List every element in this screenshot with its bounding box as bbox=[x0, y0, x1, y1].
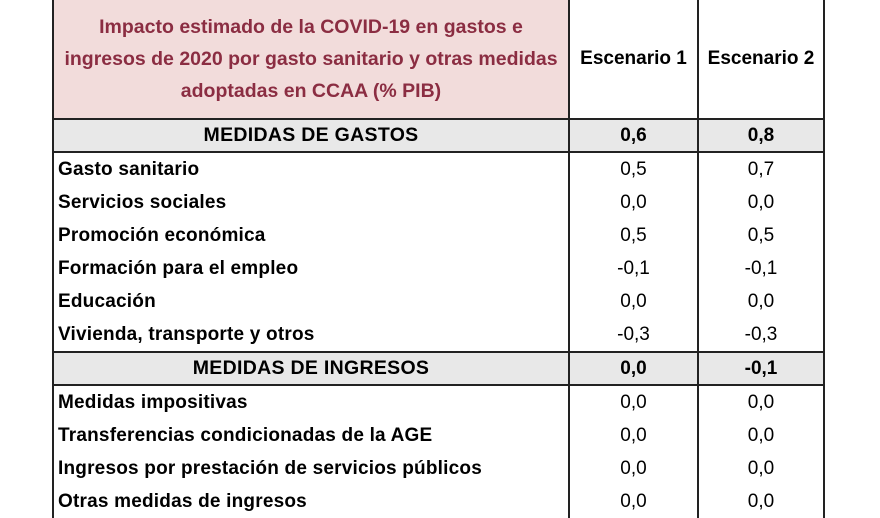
scenario-1-value: 0,0 bbox=[569, 385, 698, 419]
scenario-2-value: 0,7 bbox=[698, 152, 824, 186]
section-scenario-2-value: -0,1 bbox=[698, 352, 824, 385]
scenario-1-value: 0,0 bbox=[569, 419, 698, 452]
scenario-1-value: -0,3 bbox=[569, 318, 698, 352]
table-row bbox=[53, 219, 824, 252]
table-row bbox=[53, 285, 824, 318]
table-row bbox=[53, 252, 824, 285]
section-scenario-1-value: 0,0 bbox=[569, 352, 698, 385]
row-label: Gasto sanitario bbox=[53, 152, 569, 186]
section-scenario-2-value: 0,8 bbox=[698, 119, 824, 152]
table-row bbox=[53, 186, 824, 219]
scenario-1-value: 0,0 bbox=[569, 285, 698, 318]
row-label: Educación bbox=[53, 285, 569, 318]
table-body bbox=[53, 0, 824, 518]
table-row bbox=[53, 152, 824, 186]
section-label: MEDIDAS DE INGRESOS bbox=[53, 352, 569, 385]
row-label: Vivienda, transporte y otros bbox=[53, 318, 569, 352]
table-row bbox=[53, 452, 824, 485]
row-label: Servicios sociales bbox=[53, 186, 569, 219]
scenario-2-value: 0,0 bbox=[698, 285, 824, 318]
table-row bbox=[53, 385, 824, 419]
scenario-2-value: -0,3 bbox=[698, 318, 824, 352]
scenario-1-header: Escenario 1 bbox=[569, 0, 698, 119]
table-row bbox=[53, 318, 824, 352]
scenario-1-value: 0,0 bbox=[569, 452, 698, 485]
section-label: MEDIDAS DE GASTOS bbox=[53, 119, 569, 152]
row-label: Promoción económica bbox=[53, 219, 569, 252]
scenario-1-value: 0,0 bbox=[569, 186, 698, 219]
section-header-row bbox=[53, 352, 824, 385]
row-label: Otras medidas de ingresos bbox=[53, 485, 569, 518]
scenario-1-value: 0,5 bbox=[569, 152, 698, 186]
impact-table bbox=[52, 0, 825, 518]
scenario-1-value: -0,1 bbox=[569, 252, 698, 285]
scenario-1-value: 0,5 bbox=[569, 219, 698, 252]
scenario-2-value: 0,0 bbox=[698, 452, 824, 485]
row-label: Ingresos por prestación de servicios públicos bbox=[53, 452, 569, 485]
row-label: Medidas impositivas bbox=[53, 385, 569, 419]
row-label: Formación para el empleo bbox=[53, 252, 569, 285]
section-header-row bbox=[53, 119, 824, 152]
scenario-2-value: 0,0 bbox=[698, 419, 824, 452]
scenario-2-header: Escenario 2 bbox=[698, 0, 824, 119]
table-title: Impacto estimado de la COVID-19 en gastos e ingresos de 2020 por gasto sanitario y otras medidas adoptadas en CCAA (% PIB) bbox=[53, 0, 569, 119]
table-row bbox=[53, 419, 824, 452]
scenario-2-value: 0,0 bbox=[698, 186, 824, 219]
section-scenario-1-value: 0,6 bbox=[569, 119, 698, 152]
scenario-2-value: -0,1 bbox=[698, 252, 824, 285]
scenario-2-value: 0,0 bbox=[698, 385, 824, 419]
table-row bbox=[53, 485, 824, 518]
table-header-row bbox=[53, 0, 824, 119]
row-label: Transferencias condicionadas de la AGE bbox=[53, 419, 569, 452]
scenario-2-value: 0,5 bbox=[698, 219, 824, 252]
scenario-2-value: 0,0 bbox=[698, 485, 824, 518]
scenario-1-value: 0,0 bbox=[569, 485, 698, 518]
